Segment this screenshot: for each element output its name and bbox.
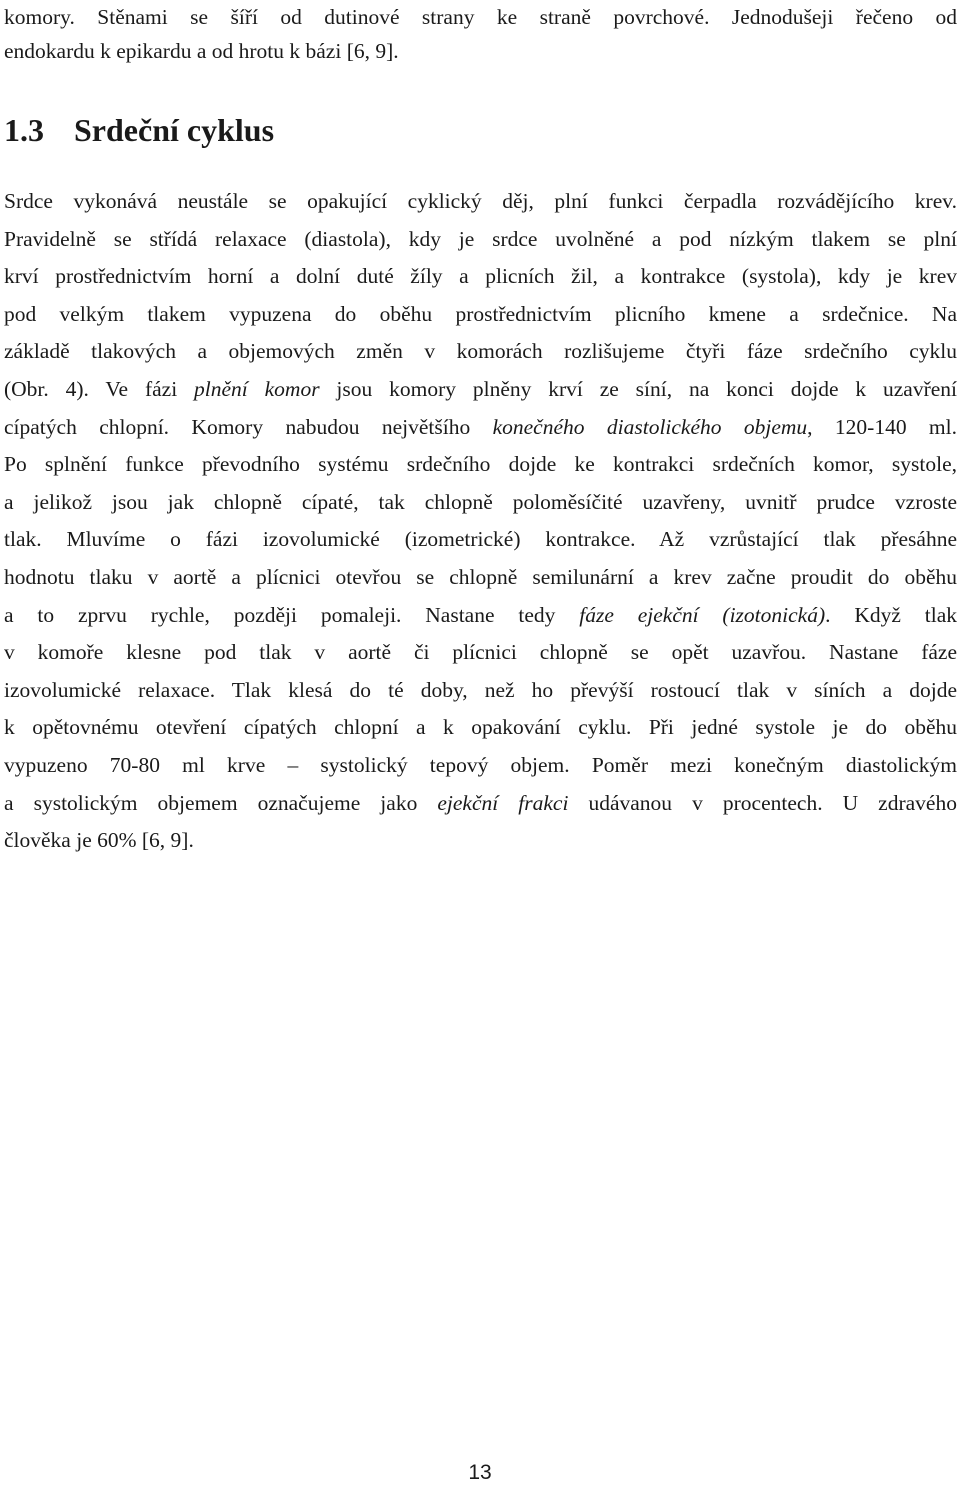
page-number: 13 xyxy=(468,1461,492,1484)
line-text: jsou komory plněny krví ze síní, na konci dojde k uzavření xyxy=(319,376,958,401)
paragraph-line xyxy=(4,446,957,484)
italic-term: ejekční frakci xyxy=(437,790,569,815)
paragraph-line xyxy=(4,672,957,710)
paragraph-line xyxy=(4,559,957,597)
line-text: (Obr. 4). Ve fázi xyxy=(4,376,195,401)
italic-term: konečného diastolického objemu xyxy=(492,414,808,439)
paragraph-line xyxy=(4,409,957,447)
line-text: člověka je 60% [6, 9]. xyxy=(4,828,194,853)
line-text: Srdce vykonává neustále se opakující cyklický děj, plní funkci čerpadla rozvádějícího krev. xyxy=(4,189,957,213)
italic-term: fáze ejekční (izotonická) xyxy=(579,602,826,627)
paragraph-line xyxy=(4,747,957,785)
line-text: pod velkým tlakem vypuzena do oběhu prostřednictvím plicního kmene a srdečnice. Na xyxy=(4,301,957,326)
line-text: , 120-140 ml. xyxy=(807,414,958,439)
line-text: a jelikož jsou jak chlopně cípaté, tak chlopně poloměsíčité uzavřeny, uvnitř prudce vzroste xyxy=(4,489,957,514)
line-text: udávanou v procentech. U zdravého xyxy=(568,790,957,815)
paragraph-line xyxy=(4,183,957,221)
body-paragraph xyxy=(4,183,957,860)
paragraph-line xyxy=(4,521,957,559)
line-text: tlak. Mluvíme o fázi izovolumické (izometrické) kontrakce. Až vzrůstající tlak přesáhne xyxy=(4,527,957,552)
paragraph-line xyxy=(4,709,957,747)
line-text: v komoře klesne pod tlak v aortě či plícnici chlopně se opět uzavřou. Nastane fáze xyxy=(4,640,957,665)
line-text: izovolumické relaxace. Tlak klesá do té doby, než ho převýší rostoucí tlak v síních a dojde xyxy=(4,677,957,702)
line-text: a to zprvu rychle, později pomaleji. Nastane tedy xyxy=(4,602,580,627)
paragraph-line xyxy=(4,484,957,522)
line-text: základě tlakových a objemových změn v komorách rozlišujeme čtyři fáze srdečního cyklu xyxy=(4,339,957,364)
line-text: Po splnění funkce převodního systému srdečního dojde ke kontrakci srdečních komor, systole, xyxy=(4,452,957,477)
paragraph-line xyxy=(4,221,957,259)
section-heading xyxy=(4,108,274,152)
line-text: Pravidelně se střídá relaxace (diastola), kdy je srdce uvolněné a pod nízkým tlakem se plní xyxy=(4,226,957,251)
intro-paragraph xyxy=(4,0,957,68)
paragraph-line xyxy=(4,597,957,635)
paragraph-line xyxy=(4,634,957,672)
line-text: krví prostřednictvím horní a dolní duté žíly a plicních žil, a kontrakce (systola), kdy je krev xyxy=(4,264,957,289)
paragraph-line xyxy=(4,258,957,296)
line-text: a systolickým objemem označujeme jako xyxy=(4,790,438,815)
paragraph-line xyxy=(4,333,957,371)
line-text: . Když tlak xyxy=(825,602,957,627)
section-number: 1.3 xyxy=(4,112,44,148)
line-text: k opětovnému otevření cípatých chlopní a k opakování cyklu. Při jedné systole je do oběhu xyxy=(4,715,957,740)
line-text: hodnotu tlaku v aortě a plícnici otevřou se chlopně semilunární a krev začne proudit do oběhu xyxy=(4,564,957,589)
section-title: Srdeční cyklus xyxy=(74,112,275,148)
intro-line: endokardu k epikardu a od hrotu k bázi [6, 9]. xyxy=(4,39,399,63)
italic-term: plnění komor xyxy=(194,376,320,401)
paragraph-line xyxy=(4,822,957,860)
paragraph-line xyxy=(4,371,957,409)
paragraph-line xyxy=(4,785,957,823)
line-text: cípatých chlopní. Komory nabudou největšího xyxy=(4,414,493,439)
paragraph-line xyxy=(4,296,957,334)
line-text: vypuzeno 70-80 ml krve – systolický tepový objem. Poměr mezi konečným diastolickým xyxy=(4,752,957,777)
intro-line: komory. Stěnami se šíří od dutinové strany ke straně povrchové. Jednodušeji řečeno od xyxy=(4,5,957,29)
